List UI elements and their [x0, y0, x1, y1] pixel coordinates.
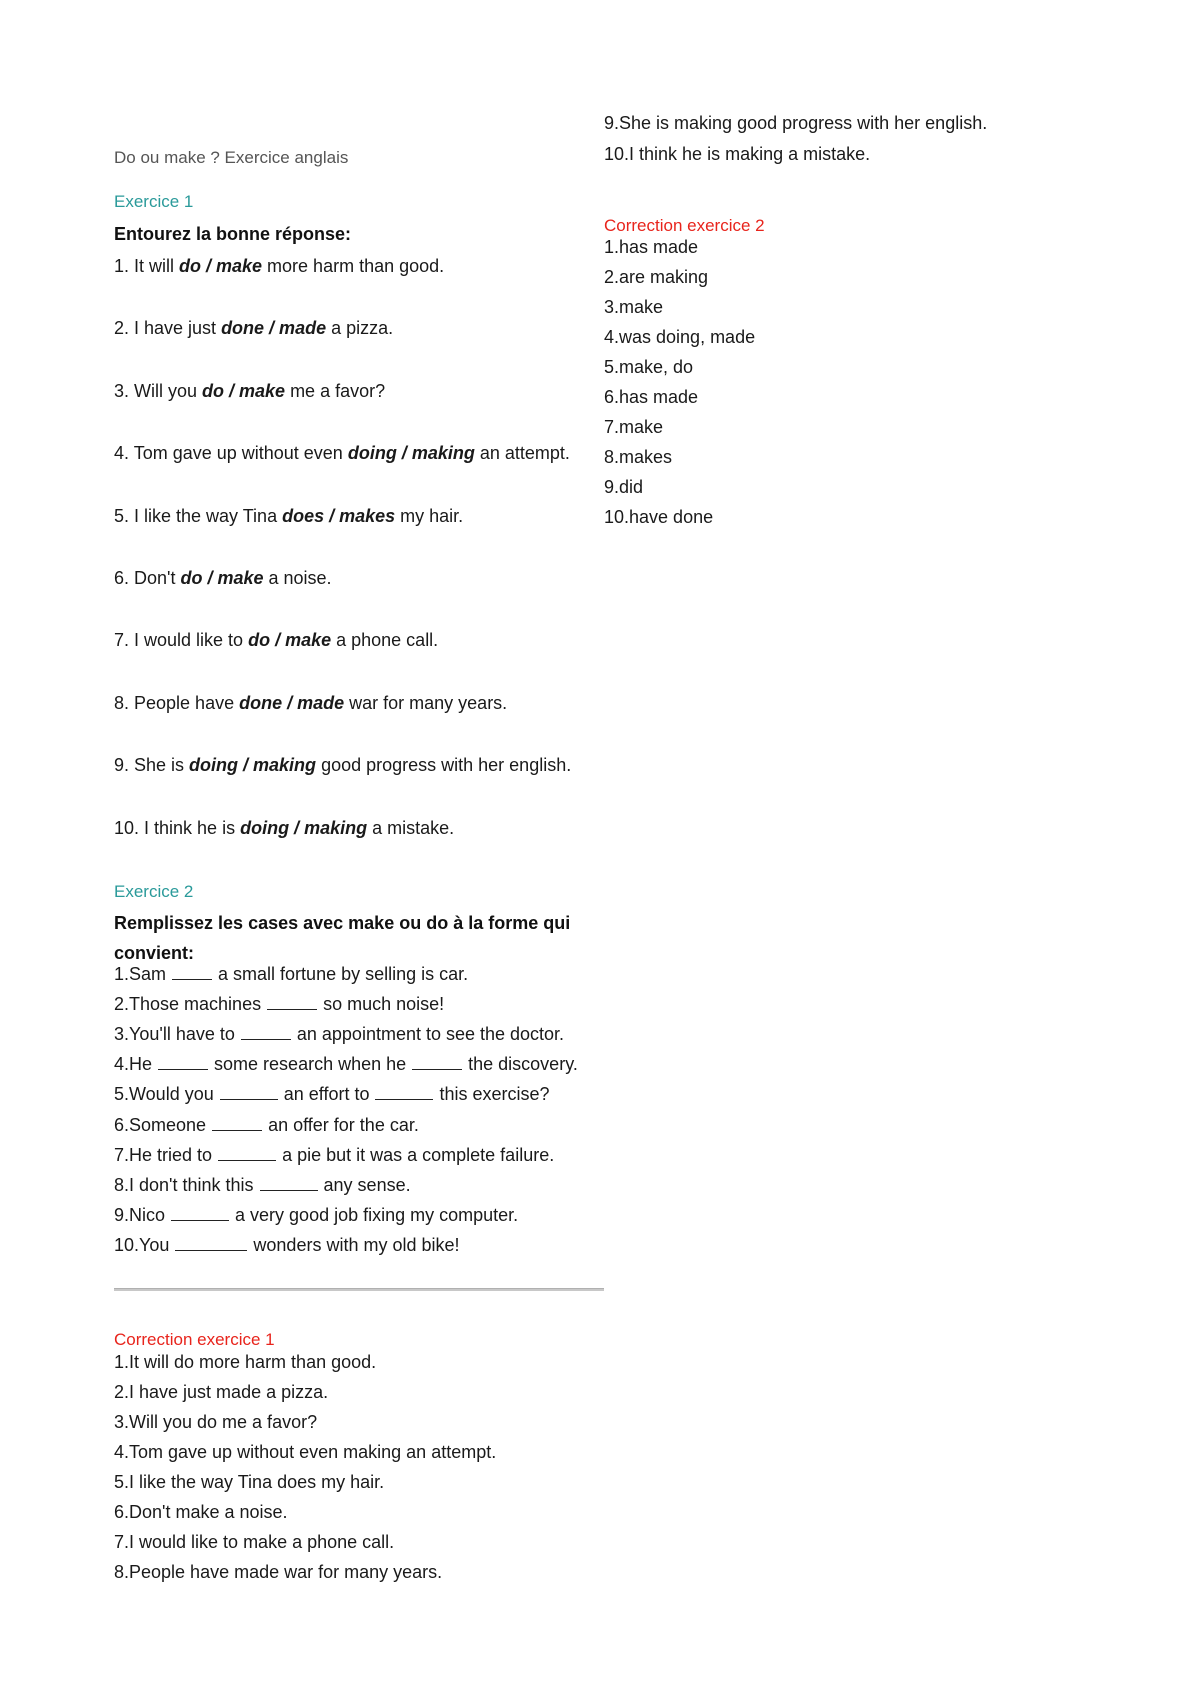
- correction2-item: 9.did: [604, 477, 644, 497]
- choice-options: doing / making: [347, 443, 475, 464]
- fill-blank: [175, 1236, 247, 1251]
- item-text-before: 3. Will you: [114, 380, 203, 401]
- item-text-after: a phone call.: [331, 630, 439, 651]
- fill-blank: [212, 1116, 262, 1131]
- fill-blank: [412, 1055, 462, 1070]
- correction1-item: 1.It will do more harm than good.: [114, 1352, 377, 1372]
- section-divider: [114, 1288, 604, 1291]
- item-text-after: a mistake.: [367, 817, 455, 838]
- exercise1-item: [114, 755, 571, 776]
- fill-blank: [220, 1085, 278, 1100]
- item-text-before: 1. It will: [114, 256, 180, 276]
- choice-options: doing / making: [189, 755, 317, 776]
- item-text: a very good job fixing my computer.: [235, 1204, 519, 1225]
- item-text: a small fortune by selling is car.: [218, 964, 469, 984]
- item-text-after: my hair.: [395, 505, 464, 526]
- item-text: 9.Nico: [114, 1204, 166, 1225]
- item-text-after: a noise.: [263, 568, 332, 588]
- exercise2-instruction-line2: convient:: [114, 943, 195, 963]
- item-text-before: 10. I think he is: [114, 817, 241, 838]
- item-text-after: good progress with her english.: [316, 755, 572, 776]
- fill-blank: [375, 1085, 433, 1100]
- item-text: any sense.: [323, 1174, 411, 1195]
- correction2-item: 8.makes: [604, 447, 673, 467]
- correction2-item: 4.was doing, made: [604, 327, 756, 347]
- correction2-heading: Correction exercice 2: [604, 216, 765, 235]
- correction2-item: 7.make: [604, 417, 664, 437]
- item-text: an appointment to see the doctor.: [296, 1024, 565, 1045]
- exercise1-item: [114, 630, 438, 651]
- item-text: this exercise?: [439, 1084, 550, 1105]
- fill-blank: [218, 1146, 276, 1161]
- choice-options: doing / making: [240, 817, 368, 838]
- item-text-after: war for many years.: [344, 692, 508, 713]
- correction2-item: 3.make: [604, 297, 664, 317]
- exercise1-heading: Exercice 1: [114, 192, 194, 211]
- correction2-item: 2.are making: [604, 267, 709, 287]
- fill-blank: [171, 1206, 229, 1221]
- correction1-item: 9.She is making good progress with her english.: [604, 113, 988, 133]
- exercise1-item: [114, 443, 570, 464]
- item-text-after: me a favor?: [285, 380, 386, 401]
- exercise2-item: [114, 1145, 554, 1166]
- item-text: 7.He tried to: [114, 1144, 213, 1165]
- fill-blank: [172, 965, 212, 980]
- item-text-before: 6. Don't: [114, 568, 181, 588]
- choice-options: do / make: [248, 630, 332, 651]
- exercise1-item: [114, 818, 454, 839]
- choice-options: done / made: [221, 318, 327, 339]
- exercise1-item: [114, 568, 332, 589]
- choice-options: done / made: [239, 692, 345, 713]
- exercise1-item: [114, 506, 463, 527]
- item-text: an offer for the car.: [268, 1114, 419, 1135]
- exercise2-heading: Exercice 2: [114, 882, 194, 901]
- correction1-item: 3.Will you do me a favor?: [114, 1412, 318, 1432]
- item-text: a pie but it was a complete failure.: [282, 1144, 555, 1165]
- item-text: wonders with my old bike!: [253, 1234, 460, 1255]
- item-text: 5.Would you: [114, 1084, 214, 1105]
- item-text: 4.He: [114, 1054, 153, 1075]
- item-text-before: 8. People have: [114, 692, 240, 713]
- exercise2-item: [114, 1054, 578, 1075]
- item-text-before: 9. She is: [114, 755, 190, 776]
- item-text: 8.I don't think this: [114, 1174, 254, 1195]
- fill-blank: [267, 995, 317, 1010]
- exercise2-item: [114, 1235, 460, 1256]
- fill-blank: [158, 1055, 208, 1070]
- exercise2-item: [114, 1024, 564, 1045]
- exercise1-instruction: Entourez la bonne réponse:: [114, 224, 352, 244]
- item-text: the discovery.: [468, 1054, 578, 1075]
- item-text-before: 2. I have just: [114, 318, 222, 339]
- item-text-after: an attempt.: [474, 443, 570, 464]
- item-text-before: 5. I like the way Tina: [114, 505, 283, 526]
- correction2-item: 1.has made: [604, 237, 699, 257]
- fill-blank: [241, 1025, 291, 1040]
- item-text: 10.You: [114, 1234, 170, 1255]
- exercise2-item: [114, 964, 468, 985]
- choice-options: does / makes: [282, 505, 396, 526]
- correction1-item: 6.Don't make a noise.: [114, 1502, 288, 1522]
- item-text-after: a pizza.: [326, 318, 394, 339]
- exercise2-instruction-line1: Remplissez les cases avec make ou do à la forme qui: [114, 913, 571, 933]
- correction1-item: 8.People have made war for many years.: [114, 1562, 443, 1582]
- exercise1-item: [114, 318, 393, 339]
- correction2-item: 5.make, do: [604, 357, 694, 377]
- item-text: so much noise!: [323, 994, 445, 1015]
- correction1-item: 7.I would like to make a phone call.: [114, 1532, 395, 1552]
- document-title: Do ou make ? Exercice anglais: [114, 148, 349, 167]
- choice-options: do / make: [179, 256, 263, 276]
- exercise2-item: [114, 994, 444, 1015]
- item-text-before: 4. Tom gave up without even: [114, 443, 348, 464]
- correction1-heading: Correction exercice 1: [114, 1330, 275, 1349]
- choice-options: do / make: [202, 380, 286, 401]
- choice-options: do / make: [180, 568, 264, 588]
- exercise1-item: [114, 381, 385, 402]
- exercise2-item: [114, 1175, 411, 1196]
- correction1-item: 4.Tom gave up without even making an attempt.: [114, 1442, 497, 1462]
- item-text: 6.Someone: [114, 1114, 207, 1135]
- correction2-item: 6.has made: [604, 387, 699, 407]
- exercise2-item: [114, 1205, 518, 1226]
- exercise1-item: [114, 693, 507, 714]
- item-text: 3.You'll have to: [114, 1024, 235, 1045]
- item-text: 2.Those machines: [114, 994, 262, 1015]
- item-text-after: more harm than good.: [262, 256, 445, 276]
- fill-blank: [260, 1176, 318, 1191]
- correction2-item: 10.have done: [604, 507, 714, 527]
- item-text: an effort to: [283, 1084, 370, 1105]
- exercise2-item: [114, 1115, 419, 1136]
- item-text: 1.Sam: [114, 964, 167, 984]
- exercise2-item: [114, 1084, 550, 1105]
- item-text-before: 7. I would like to: [114, 630, 249, 651]
- item-text: some research when he: [214, 1054, 407, 1075]
- correction1-item: 10.I think he is making a mistake.: [604, 144, 871, 164]
- correction1-item: 5.I like the way Tina does my hair.: [114, 1472, 385, 1492]
- exercise1-item: [114, 256, 444, 277]
- correction1-item: 2.I have just made a pizza.: [114, 1382, 329, 1402]
